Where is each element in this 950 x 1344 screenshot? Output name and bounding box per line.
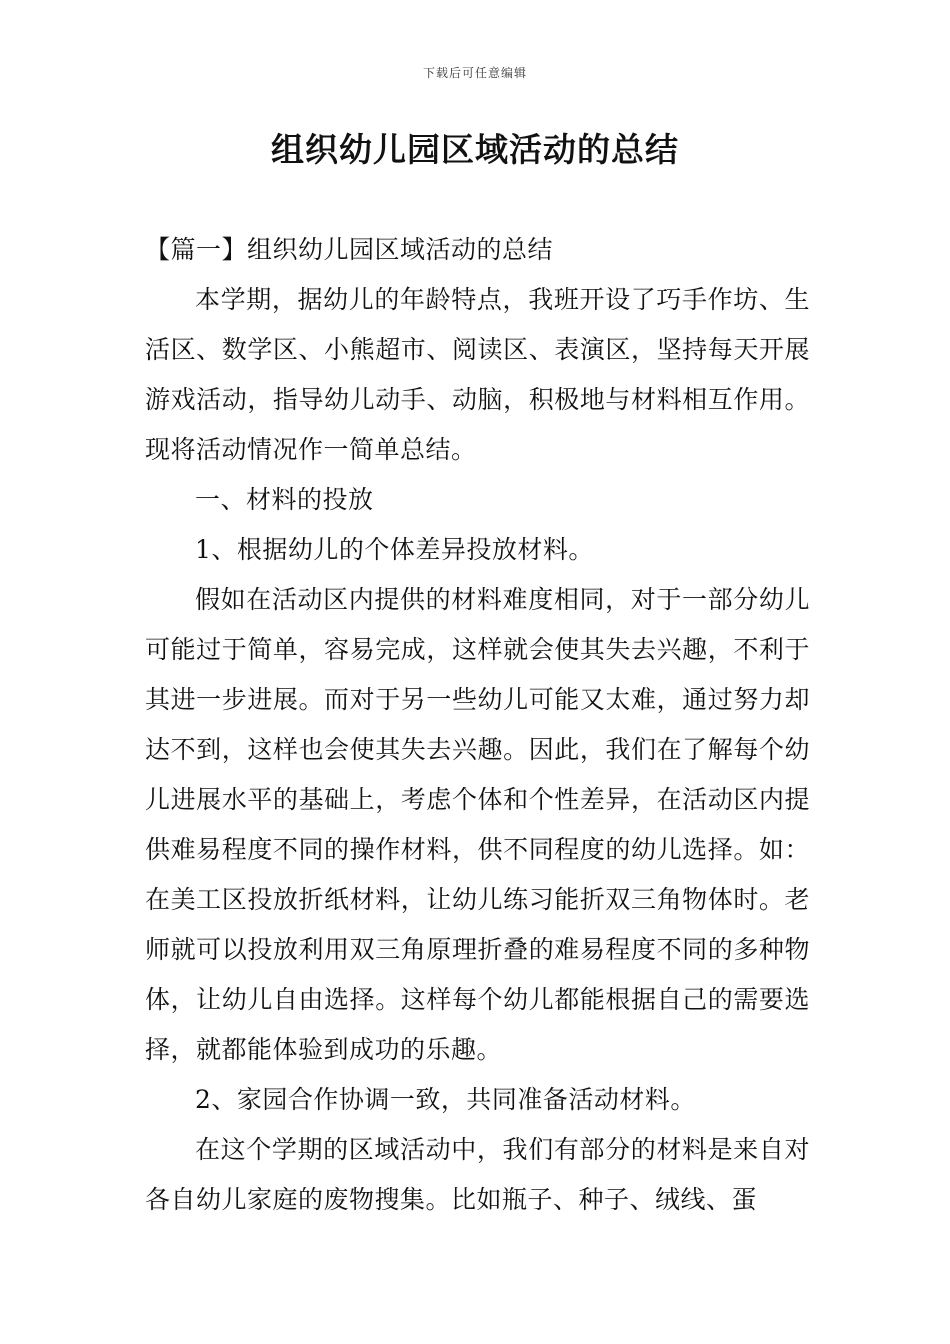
document-title: 组织幼儿园区域活动的总结: [271, 130, 679, 169]
subheading-item-2: 2、家园合作协调一致，共同准备活动材料。: [195, 1085, 696, 1114]
paragraph-item-1: 假如在活动区内提供的材料难度相同，对于一部分幼儿可能过于简单，容易完成，这样就会使其失去兴趣，不利于其进一步进展。而对于另一些幼儿可能又太难，通过努力却达不到，这样也会使其失去兴趣。因此，我们在了解每个幼儿进展水平的基础上，考虑个体和个性差异，在活动区内提供难易程度不同的操作材料，供不同程度的幼儿选择。如：在美工区投放折纸材料，让幼儿练习能折双三角物体时。老师就可以投放利用双三角原理折叠的难易程度不同的多种物体，让幼儿自由选择。这样每个幼儿都能根据自己的需要选择，就都能体验到成功的乐趣。: [145, 585, 810, 1064]
document-body: [145, 225, 810, 1225]
paragraph-intro: 本学期，据幼儿的年龄特点，我班开设了巧手作坊、生活区、数学区、小熊超市、阅读区、表演区，坚持每天开展游戏活动，指导幼儿动手、动脑，积极地与材料相互作用。现将活动情况作一简单总结。: [145, 285, 810, 464]
section-heading: 【篇一】组织幼儿园区域活动的总结: [145, 235, 554, 264]
subheading-item-1: 1、根据幼儿的个体差异投放材料。: [195, 535, 594, 564]
subheading-materials: 一、材料的投放: [195, 485, 374, 514]
paragraph-item-2: 在这个学期的区域活动中，我们有部分的材料是来自对各自幼儿家庭的废物搜集。比如瓶子、种子、绒线、蛋: [145, 1135, 810, 1214]
page-header-note: 下载后可任意编辑: [422, 66, 527, 80]
